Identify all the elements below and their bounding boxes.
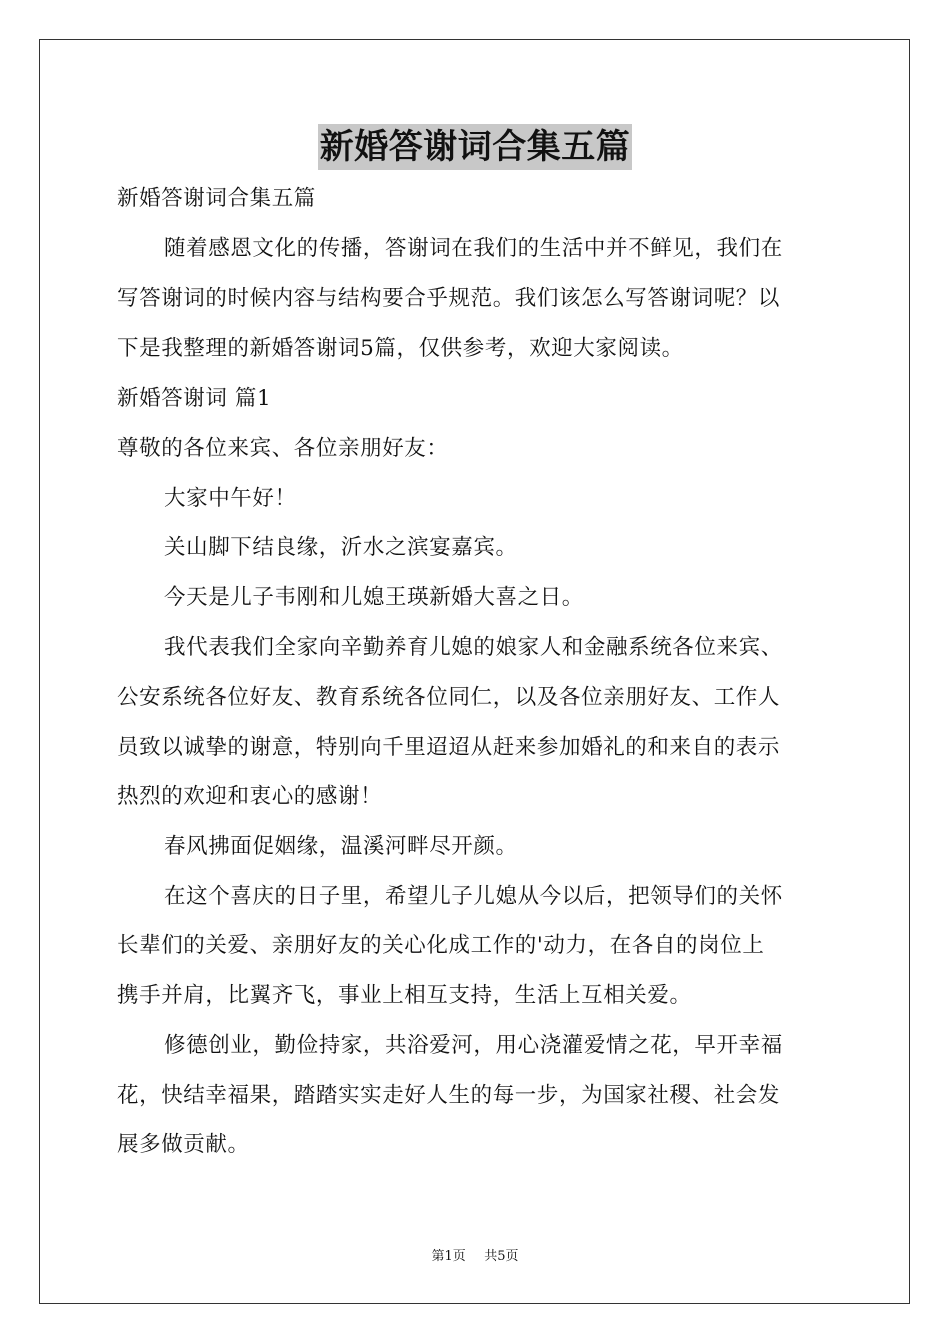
paragraph-line: 修德创业，勤俭持家，共浴爱河，用心浇灌爱情之花，早开幸福: [164, 1033, 783, 1058]
page-border: [39, 39, 910, 1304]
paragraph-line: 展多做贡献。: [117, 1132, 250, 1157]
subtitle-line: 新婚答谢词合集五篇: [117, 186, 316, 211]
paragraph-line: 我代表我们全家向辛勤养育儿媳的娘家人和金融系统各位来宾、: [164, 635, 783, 660]
paragraph-line: 热烈的欢迎和衷心的感谢！: [117, 784, 383, 809]
page-footer: [0, 1248, 950, 1266]
document-title: 新婚答谢词合集五篇: [318, 124, 633, 170]
paragraph-line: 今天是儿子韦刚和儿媳王瑛新婚大喜之日。: [164, 585, 584, 610]
paragraph-line: 在这个喜庆的日子里，希望儿子儿媳从今以后，把领导们的关怀: [164, 884, 783, 909]
section-heading: 新婚答谢词 篇1: [117, 386, 272, 411]
title-container: [0, 124, 950, 170]
paragraph-line: 春风拂面促姻缘，温溪河畔尽开颜。: [164, 834, 518, 859]
paragraph-line: 随着感恩文化的传播，答谢词在我们的生活中并不鲜见，我们在: [164, 236, 783, 261]
page-total: 共5页: [484, 1249, 519, 1264]
paragraph-line: 下是我整理的新婚答谢词5篇，仅供参考，欢迎大家阅读。: [117, 336, 684, 361]
paragraph-line: 关山脚下结良缘，沂水之滨宴嘉宾。: [164, 535, 518, 560]
paragraph-line: 公安系统各位好友、教育系统各位同仁，以及各位亲朋好友、工作人: [117, 685, 781, 710]
paragraph-line: 写答谢词的时候内容与结构要合乎规范。我们该怎么写答谢词呢？以: [117, 286, 781, 311]
paragraph-line: 员致以诚挚的谢意，特别向千里迢迢从赶来参加婚礼的和来自的表示: [117, 735, 781, 760]
page-number: 第1页: [431, 1249, 466, 1264]
paragraph-line: 花，快结幸福果，踏踏实实走好人生的每一步，为国家社稷、社会发: [117, 1083, 781, 1108]
paragraph-line: 携手并肩，比翼齐飞，事业上相互支持，生活上互相关爱。: [117, 983, 692, 1008]
paragraph-line: 大家中午好！: [164, 486, 297, 511]
paragraph-line: 长辈们的关爱、亲朋好友的关心化成工作的'动力，在各自的岗位上: [117, 933, 765, 958]
salutation-line: 尊敬的各位来宾、各位亲朋好友：: [117, 436, 449, 461]
